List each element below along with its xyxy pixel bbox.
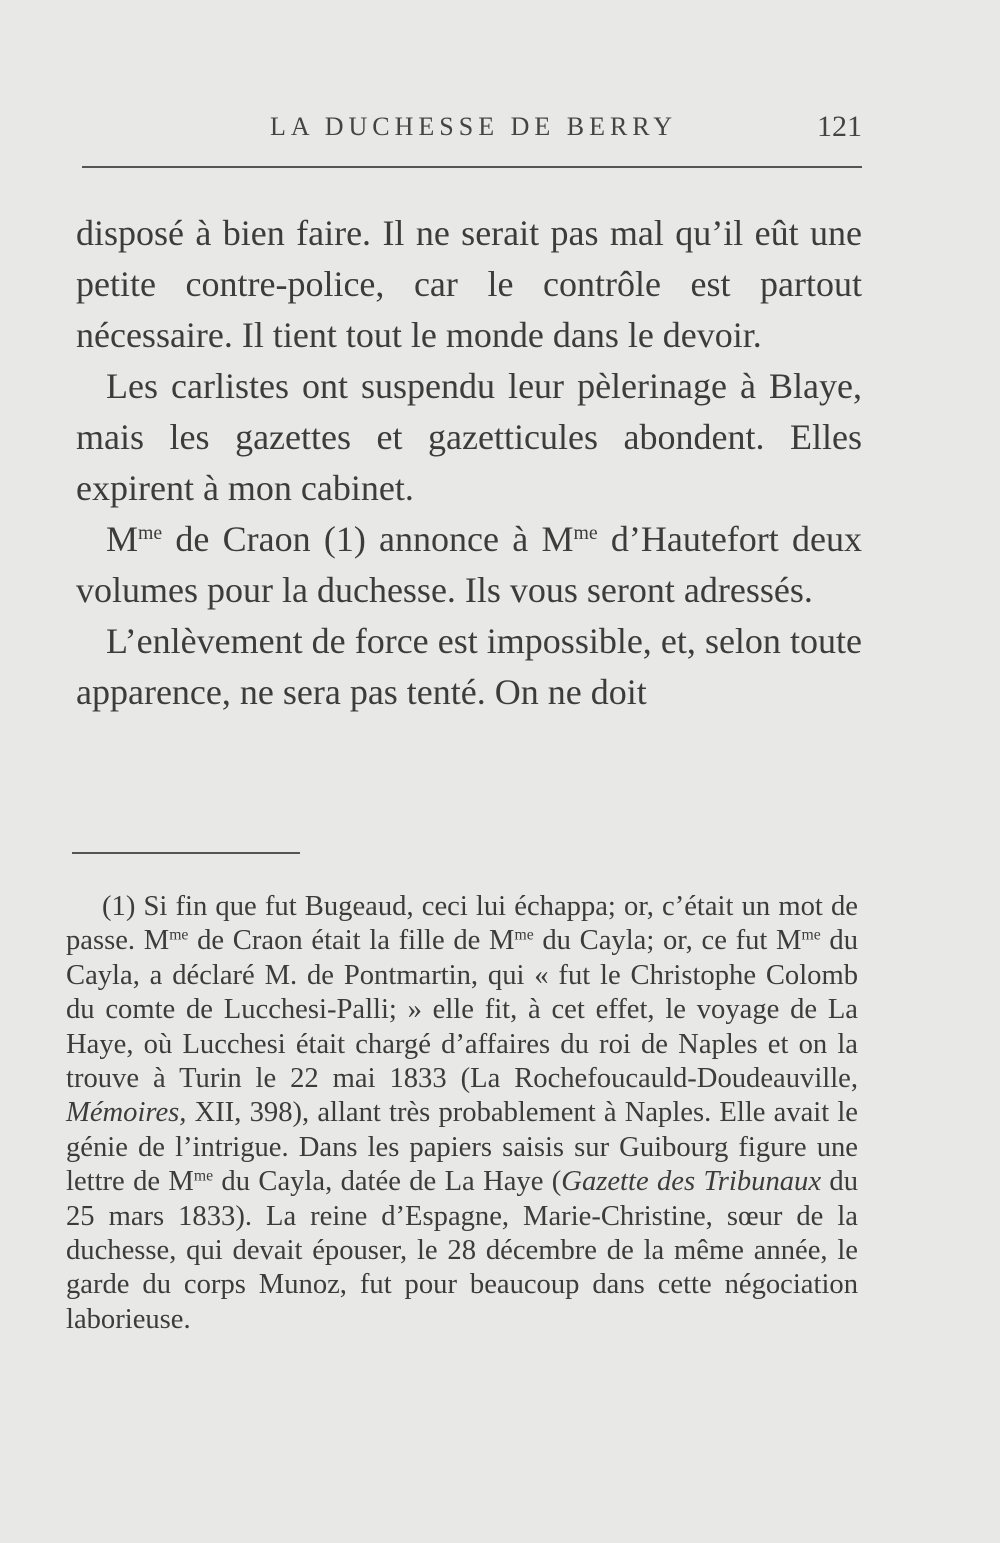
footnote-text: du Cayla, a déclaré M. de Pontmartin, qui « fut le Christophe Colomb du comte de Lucchesi-Palli; » elle fit, à cet effet, le voyage de La Haye, où Lucchesi était chargé d’affaires du roi de Naples et on la trouve à Turin le 22 mai 1833 (La Rochefoucauld-Doudeauville,	[66, 925, 858, 1095]
footnote-rule	[72, 852, 300, 854]
paragraph-3-text: M	[541, 519, 574, 559]
page-number: 121	[817, 110, 862, 143]
footnote-text: XII, 398), allant très probablement à Naples. Elle avait le génie de l’intrigue. Dans les papiers saisis sur Guibourg figure une lettre de M	[66, 1097, 858, 1198]
paragraph-1: disposé à bien faire. Il ne serait pas mal qu’il eût une petite contre-police, car le contrôle est partout nécessaire. Il tient tout le monde dans le devoir.	[76, 213, 862, 355]
paragraph-2: Les carlistes ont suspendu leur pèlerinage à Blaye, mais les gazettes et gazetticules abondent. Elles expirent à mon cabinet.	[76, 366, 862, 508]
footnote-italic-title: Gazette des Tribunaux	[561, 1166, 822, 1198]
paragraph-3-text: de Craon (1) annonce à	[162, 519, 542, 559]
footnote-text: du 25 mars 1833). La reine d’Espagne, Marie-Christine, sœur de la duchesse, qui devait épouser, le 28 décembre de la même année, le garde du corps Munoz, fut pour beaucoup dans cette négociation laborieuse.	[66, 1166, 858, 1335]
running-head	[80, 112, 870, 152]
footnote-text: du Cayla, datée de La Haye (	[213, 1166, 562, 1198]
abbrev-superscript: me	[573, 522, 598, 545]
paragraph-3-text: d’Hautefort deux volumes pour la duchesse. Ils vous seront adressés.	[76, 519, 862, 610]
footnote-italic-title: Mémoires,	[66, 1097, 187, 1129]
abbrev-superscript: me	[138, 522, 163, 545]
abbrev-superscript: me	[193, 1167, 214, 1185]
footnote-text: du Cayla; or, ce fut M	[533, 925, 802, 957]
footnote	[66, 890, 858, 1337]
footnote-paragraph	[66, 890, 858, 1337]
paragraph-3-text: M	[106, 519, 139, 559]
running-title: LA DUCHESSE DE BERRY	[270, 112, 677, 141]
abbrev-superscript: me	[801, 926, 821, 944]
paragraph-3	[76, 514, 862, 616]
main-text	[76, 208, 862, 718]
abbrev-superscript: me	[169, 926, 189, 944]
header-rule	[82, 166, 862, 168]
abbrev-superscript: me	[514, 926, 534, 944]
footnote-text: (1) Si fin que fut Bugeaud, ceci lui échappa; or, c’était un mot de passe. M	[66, 891, 858, 957]
paragraph-4: L’enlèvement de force est impossible, et, selon toute apparence, ne sera pas tenté. On ne doit	[76, 621, 862, 712]
footnote-text: de Craon était la fille de M	[188, 925, 515, 957]
